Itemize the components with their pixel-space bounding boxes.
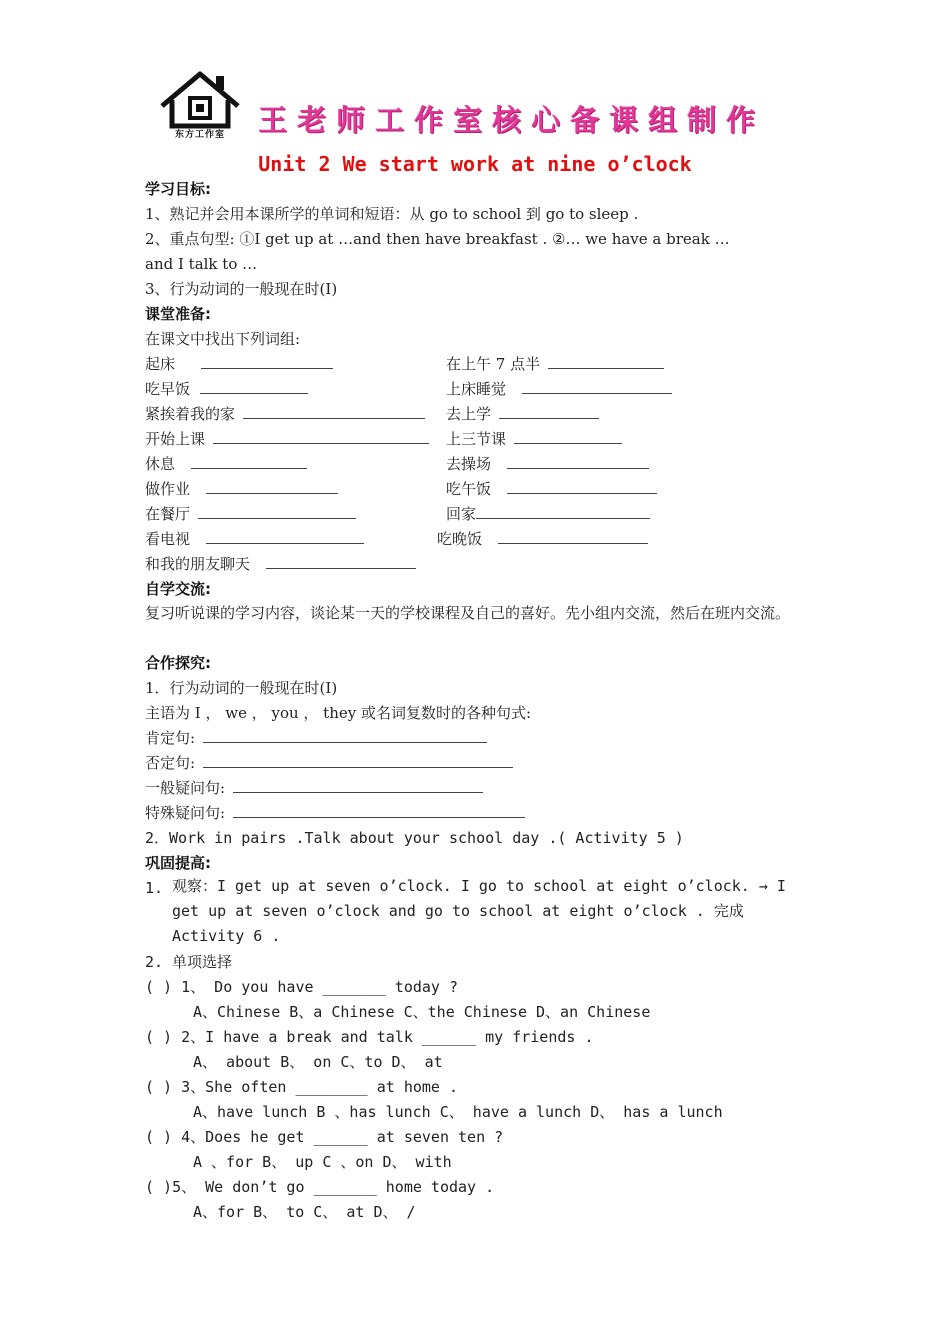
self-study-heading: 自学交流: bbox=[145, 580, 211, 598]
objective-item: 3、行为动词的一般现在时(I) bbox=[145, 280, 338, 298]
objectives-heading: 学习目标: bbox=[145, 180, 211, 198]
page-title: Unit 2 We start work at nine o’clock bbox=[258, 152, 692, 176]
phrase-right: 吃晚饭 bbox=[437, 528, 648, 550]
mc-heading: 单项选择 bbox=[172, 953, 233, 971]
phrase-left: 做作业 bbox=[145, 478, 338, 500]
phrase-right: 上床睡觉 bbox=[446, 378, 672, 400]
answer-blank[interactable] bbox=[200, 379, 308, 394]
phrase-right: 回家 bbox=[446, 503, 650, 525]
cooperate-heading: 合作探究: bbox=[145, 654, 211, 672]
self-study-text: 复习听说课的学习内容，谈论某一天的学校课程及自己的喜好。先小组内交流，然后在班内交流。 bbox=[145, 604, 791, 622]
objective-item: 1、熟记并会用本课所学的单词和短语：从 go to school 到 go to sleep . bbox=[145, 205, 639, 223]
answer-blank[interactable] bbox=[507, 454, 649, 469]
answer-blank[interactable] bbox=[206, 479, 338, 494]
phrase-left: 休息 bbox=[145, 453, 307, 475]
answer-blank[interactable] bbox=[213, 429, 429, 444]
mc-options: A、have lunch B 、has lunch C、 have a lunch D、 has a lunch bbox=[193, 1103, 723, 1121]
subject-line: 主语为 I ， we ， you ， they 或名词复数时的各种句式: bbox=[145, 704, 532, 722]
answer-blank[interactable] bbox=[233, 803, 525, 818]
cooperate-item2: 2．Work in pairs .Talk about your school day .( Activity 5 ) bbox=[145, 829, 684, 847]
mc-options: A、for B、 to C、 at D、 / bbox=[193, 1203, 416, 1221]
logo-caption: 东方工作室 bbox=[174, 130, 225, 140]
mc-options: A、Chinese B、a Chinese C、the Chinese D、an Chinese bbox=[193, 1003, 651, 1021]
answer-blank[interactable] bbox=[201, 354, 333, 369]
sentence-form: 一般疑问句: bbox=[145, 777, 483, 799]
objective-item: and I talk to … bbox=[145, 255, 258, 273]
mc-question: ( ) 1、 Do you have _______ today ? bbox=[145, 978, 459, 996]
phrase-left: 吃早饭 bbox=[145, 378, 308, 400]
cooperate-item1: 1．行为动词的一般现在时(I) bbox=[145, 679, 338, 697]
answer-blank[interactable] bbox=[206, 529, 364, 544]
prep-intro: 在课文中找出下列词组: bbox=[145, 330, 301, 348]
studio-banner: 王老师工作室核心备课组制作 bbox=[258, 103, 766, 137]
mc-options: A、 about B、 on C、to D、 at bbox=[193, 1053, 443, 1071]
consolidate-heading: 巩固提高: bbox=[145, 854, 211, 872]
answer-blank[interactable] bbox=[498, 529, 648, 544]
observe-text: 观察：I get up at seven o’clock. I go to school at eight o’clock. → I get up at seven o’clock and go to school at eight o’clock . 完成 Activity 6 . bbox=[172, 877, 786, 945]
prep-heading: 课堂准备: bbox=[145, 305, 211, 323]
answer-blank[interactable] bbox=[233, 778, 483, 793]
mc-question: ( )5、 We don’t go _______ home today . bbox=[145, 1178, 495, 1196]
sentence-form: 特殊疑问句: bbox=[145, 802, 525, 824]
phrase-right: 上三节课 bbox=[446, 428, 622, 450]
answer-blank[interactable] bbox=[198, 504, 356, 519]
sentence-form: 否定句: bbox=[145, 752, 513, 774]
phrase-left: 紧挨着我的家 bbox=[145, 403, 425, 425]
phrase-right: 去操场 bbox=[446, 453, 649, 475]
answer-blank[interactable] bbox=[514, 429, 622, 444]
phrase-left: 看电视 bbox=[145, 528, 364, 550]
answer-blank[interactable] bbox=[499, 404, 599, 419]
mc-question: ( ) 2、I have a break and talk ______ my friends . bbox=[145, 1028, 594, 1046]
sentence-form: 肯定句: bbox=[145, 727, 487, 749]
mc-question: ( ) 3、She often ________ at home . bbox=[145, 1078, 459, 1096]
answer-blank[interactable] bbox=[476, 504, 650, 519]
phrase-left: 在餐厅 bbox=[145, 503, 356, 525]
answer-blank[interactable] bbox=[548, 354, 664, 369]
phrase-right: 在上午 7 点半 bbox=[446, 353, 664, 375]
answer-blank[interactable] bbox=[266, 554, 416, 569]
phrase-left: 和我的朋友聊天 bbox=[145, 553, 416, 575]
answer-blank[interactable] bbox=[522, 379, 672, 394]
question-number: 2. bbox=[145, 953, 164, 971]
phrase-right: 去上学 bbox=[446, 403, 599, 425]
mc-options: A 、for B、 up C 、on D、 with bbox=[193, 1153, 452, 1171]
objective-item: 2、重点句型: ①I get up at …and then have breakfast . ②… we have a break … bbox=[145, 230, 730, 248]
answer-blank[interactable] bbox=[191, 454, 307, 469]
answer-blank[interactable] bbox=[507, 479, 657, 494]
mc-question: ( ) 4、Does he get ______ at seven ten ? bbox=[145, 1128, 504, 1146]
answer-blank[interactable] bbox=[203, 753, 513, 768]
question-number: 1. bbox=[145, 879, 164, 897]
phrase-left: 起床 bbox=[145, 353, 333, 375]
phrase-right: 吃午饭 bbox=[446, 478, 657, 500]
answer-blank[interactable] bbox=[243, 404, 425, 419]
answer-blank[interactable] bbox=[203, 728, 487, 743]
phrase-left: 开始上课 bbox=[145, 428, 429, 450]
